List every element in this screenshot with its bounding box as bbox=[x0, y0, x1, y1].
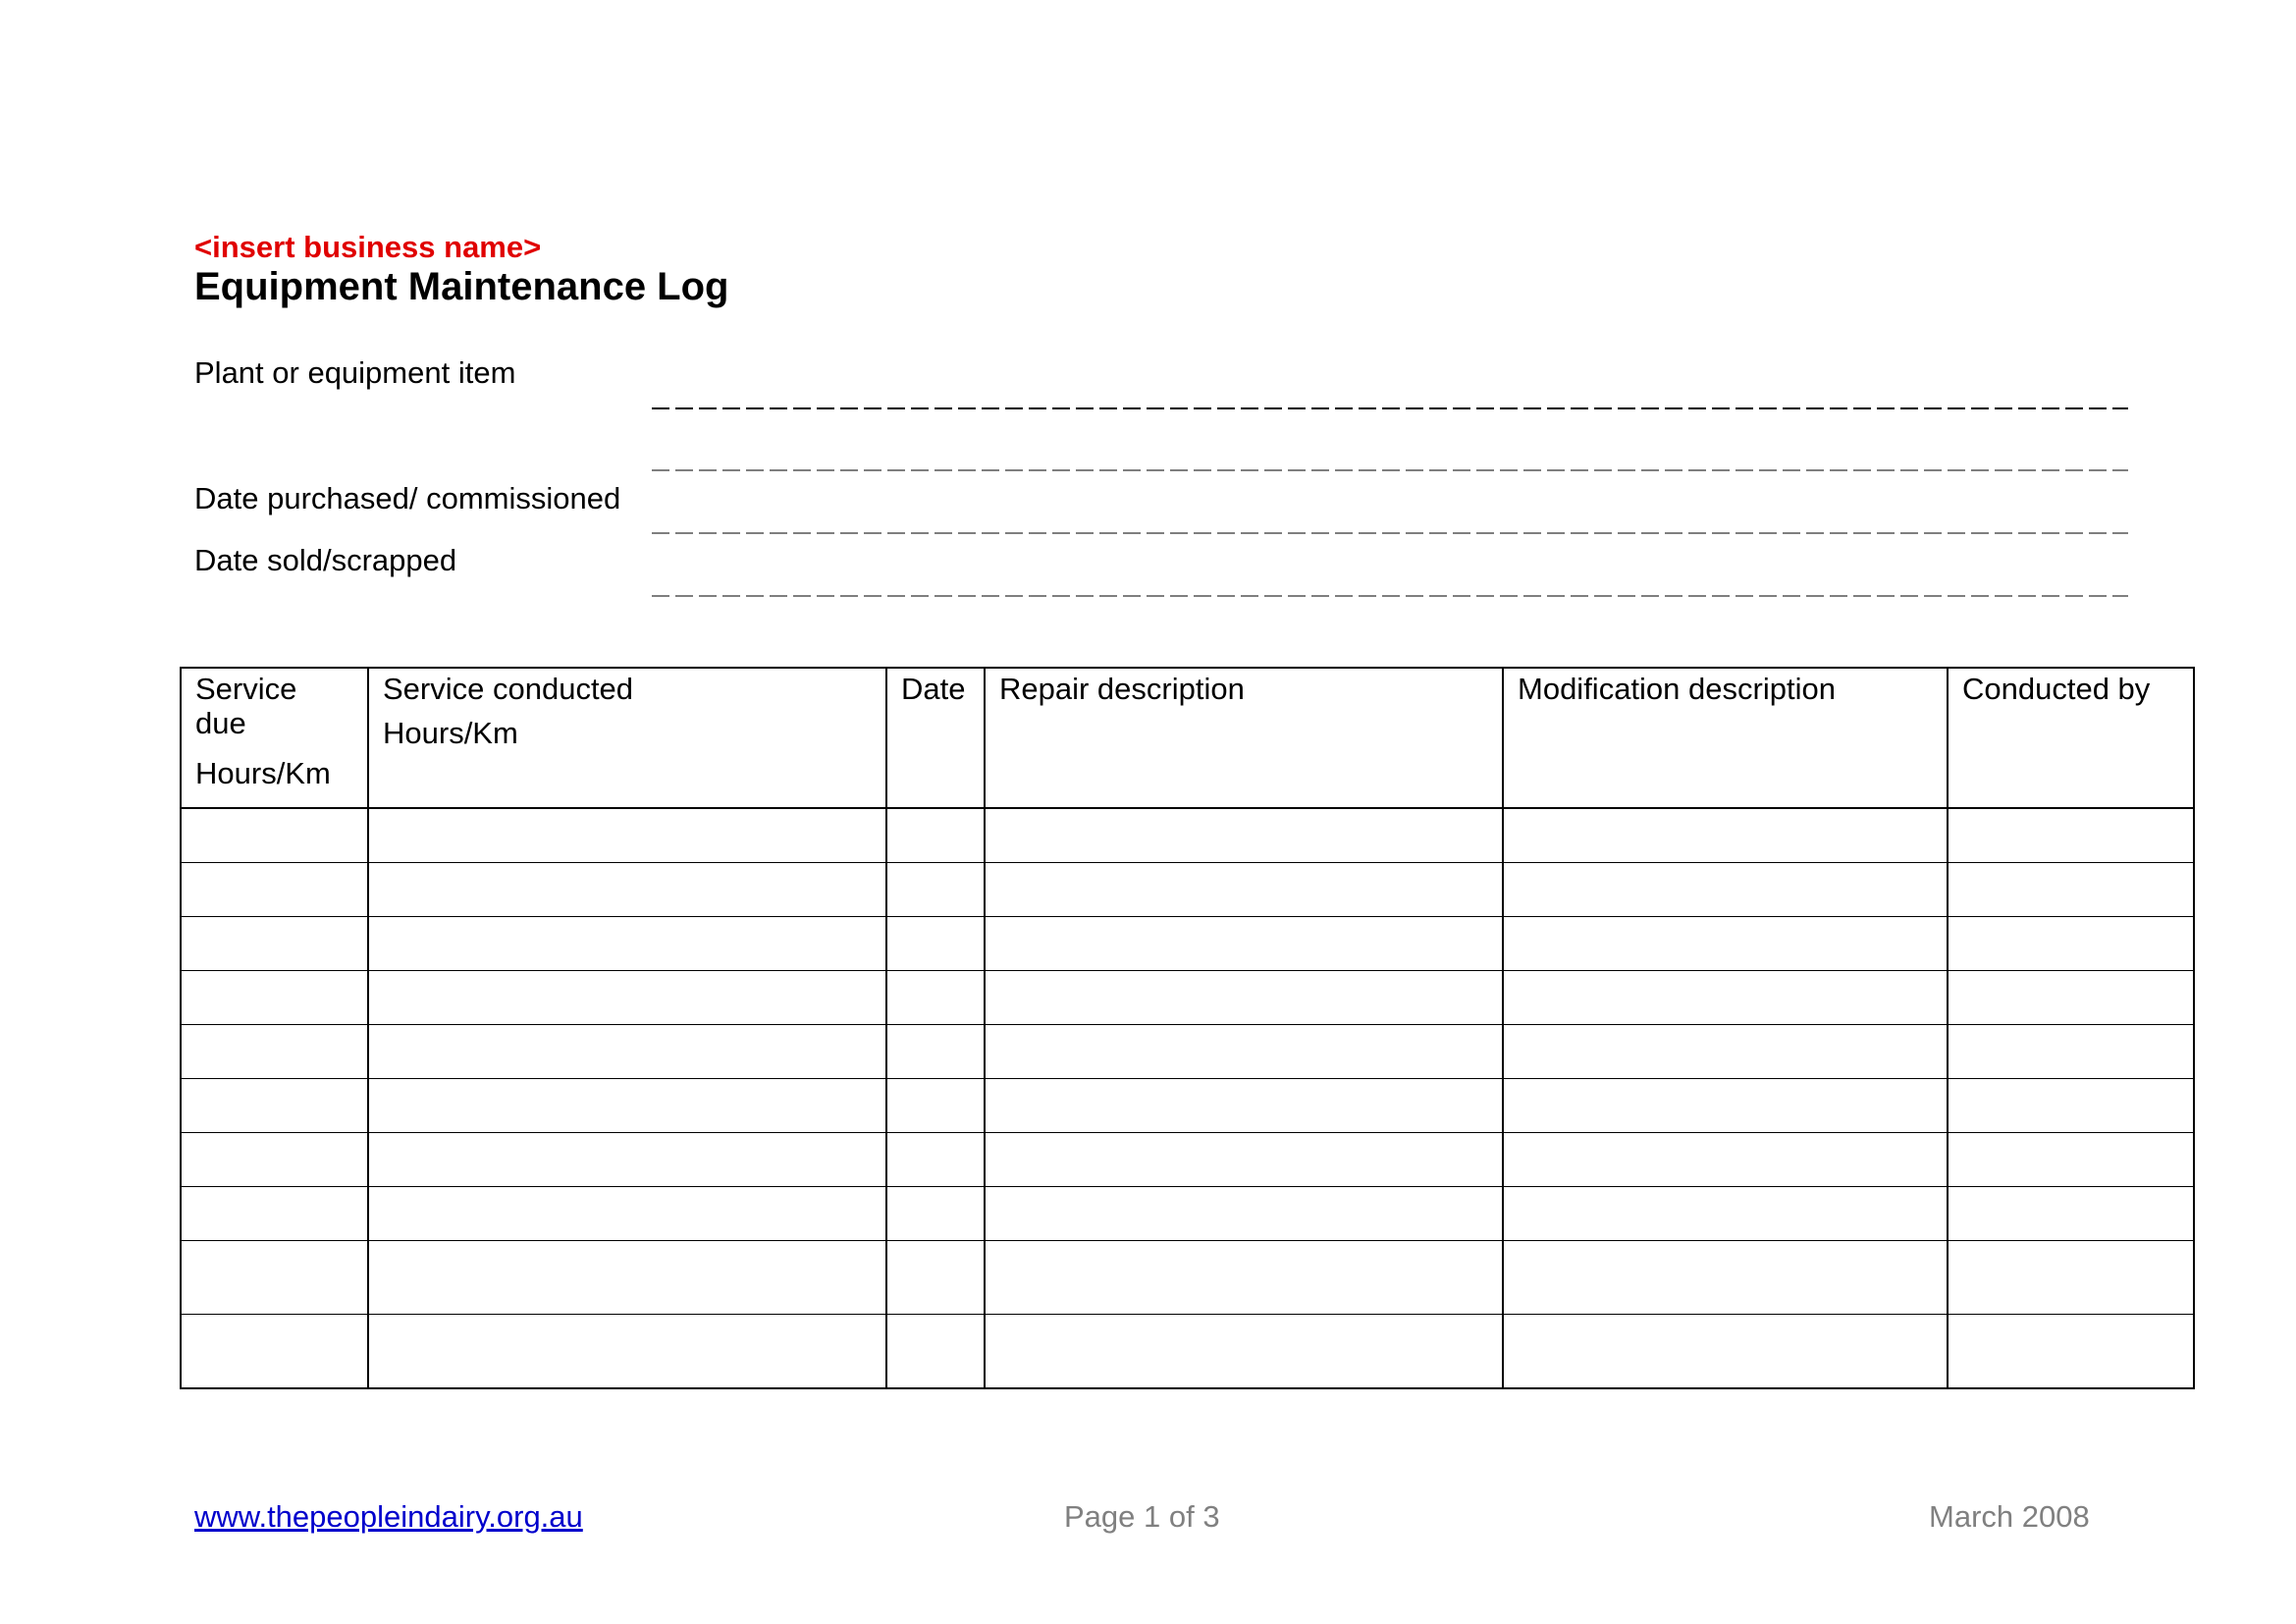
date-purchased-label: Date purchased/ commissioned bbox=[194, 481, 621, 515]
table-row bbox=[181, 1133, 2194, 1187]
cell-service-conducted[interactable] bbox=[368, 971, 886, 1025]
website-link[interactable]: www.thepeopleindairy.org.au bbox=[194, 1499, 583, 1534]
table-row bbox=[181, 1315, 2194, 1389]
cell-modification-description[interactable] bbox=[1503, 971, 1948, 1025]
cell-service-due[interactable] bbox=[181, 971, 368, 1025]
cell-service-conducted[interactable] bbox=[368, 1133, 886, 1187]
table-row bbox=[181, 971, 2194, 1025]
col-modification-description-label: Modification description bbox=[1518, 672, 1836, 706]
cell-conducted-by[interactable] bbox=[1948, 1187, 2194, 1241]
col-repair-description bbox=[985, 668, 1503, 808]
cell-service-due[interactable] bbox=[181, 1315, 368, 1389]
cell-repair-description[interactable] bbox=[985, 1025, 1503, 1079]
table-row bbox=[181, 917, 2194, 971]
cell-service-conducted[interactable] bbox=[368, 1079, 886, 1133]
date-sold-label: Date sold/scrapped bbox=[194, 543, 457, 577]
business-name-placeholder: <insert business name> bbox=[194, 230, 542, 264]
col-date bbox=[886, 668, 985, 808]
cell-service-conducted[interactable] bbox=[368, 1187, 886, 1241]
cell-repair-description[interactable] bbox=[985, 1315, 1503, 1389]
cell-service-conducted[interactable] bbox=[368, 1241, 886, 1315]
cell-date[interactable] bbox=[886, 1025, 985, 1079]
cell-conducted-by[interactable] bbox=[1948, 1133, 2194, 1187]
col-service-due-unit: Hours/Km bbox=[195, 756, 331, 790]
cell-service-due[interactable] bbox=[181, 1133, 368, 1187]
cell-modification-description[interactable] bbox=[1503, 1241, 1948, 1315]
col-date-label: Date bbox=[901, 672, 966, 706]
cell-service-conducted[interactable] bbox=[368, 808, 886, 863]
cell-conducted-by[interactable] bbox=[1948, 917, 2194, 971]
cell-modification-description[interactable] bbox=[1503, 1315, 1948, 1389]
cell-modification-description[interactable] bbox=[1503, 863, 1948, 917]
table-row bbox=[181, 1241, 2194, 1315]
cell-service-conducted[interactable] bbox=[368, 1315, 886, 1389]
cell-service-due[interactable] bbox=[181, 1241, 368, 1315]
table-row bbox=[181, 808, 2194, 863]
col-repair-description-label: Repair description bbox=[999, 672, 1245, 706]
table-row bbox=[181, 863, 2194, 917]
cell-date[interactable] bbox=[886, 863, 985, 917]
cell-modification-description[interactable] bbox=[1503, 1025, 1948, 1079]
cell-date[interactable] bbox=[886, 1315, 985, 1389]
cell-service-due[interactable] bbox=[181, 863, 368, 917]
cell-conducted-by[interactable] bbox=[1948, 1079, 2194, 1133]
cell-repair-description[interactable] bbox=[985, 1241, 1503, 1315]
cell-modification-description[interactable] bbox=[1503, 808, 1948, 863]
cell-conducted-by[interactable] bbox=[1948, 1025, 2194, 1079]
cell-date[interactable] bbox=[886, 917, 985, 971]
cell-conducted-by[interactable] bbox=[1948, 863, 2194, 917]
cell-service-conducted[interactable] bbox=[368, 1025, 886, 1079]
table-body bbox=[181, 808, 2194, 1388]
plant-item-label: Plant or equipment item bbox=[194, 355, 516, 390]
cell-service-conducted[interactable] bbox=[368, 863, 886, 917]
cell-repair-description[interactable] bbox=[985, 971, 1503, 1025]
col-service-conducted bbox=[368, 668, 886, 808]
table-row bbox=[181, 1079, 2194, 1133]
cell-repair-description[interactable] bbox=[985, 1079, 1503, 1133]
cell-date[interactable] bbox=[886, 1187, 985, 1241]
cell-date[interactable] bbox=[886, 1079, 985, 1133]
table-row bbox=[181, 1187, 2194, 1241]
document-date: March 2008 bbox=[1929, 1499, 2090, 1534]
cell-conducted-by[interactable] bbox=[1948, 808, 2194, 863]
cell-service-due[interactable] bbox=[181, 1025, 368, 1079]
col-service-conducted-label: Service conducted bbox=[383, 672, 634, 706]
cell-conducted-by[interactable] bbox=[1948, 1241, 2194, 1315]
col-conducted-by bbox=[1948, 668, 2194, 808]
col-modification-description bbox=[1503, 668, 1948, 808]
cell-service-due[interactable] bbox=[181, 917, 368, 971]
col-service-due bbox=[181, 668, 368, 808]
cell-repair-description[interactable] bbox=[985, 808, 1503, 863]
cell-date[interactable] bbox=[886, 808, 985, 863]
cell-repair-description[interactable] bbox=[985, 863, 1503, 917]
cell-modification-description[interactable] bbox=[1503, 1187, 1948, 1241]
cell-repair-description[interactable] bbox=[985, 1133, 1503, 1187]
table-header-row bbox=[181, 668, 2194, 808]
page-title: Equipment Maintenance Log bbox=[194, 265, 729, 308]
cell-modification-description[interactable] bbox=[1503, 1079, 1948, 1133]
cell-modification-description[interactable] bbox=[1503, 1133, 1948, 1187]
table-row bbox=[181, 1025, 2194, 1079]
cell-date[interactable] bbox=[886, 971, 985, 1025]
maintenance-log-table bbox=[180, 667, 2195, 1389]
cell-conducted-by[interactable] bbox=[1948, 971, 2194, 1025]
cell-service-conducted[interactable] bbox=[368, 917, 886, 971]
cell-conducted-by[interactable] bbox=[1948, 1315, 2194, 1389]
cell-date[interactable] bbox=[886, 1241, 985, 1315]
col-service-due-label: Service due bbox=[195, 672, 297, 740]
cell-service-due[interactable] bbox=[181, 1079, 368, 1133]
page-number: Page 1 of 3 bbox=[1064, 1499, 1220, 1534]
cell-service-due[interactable] bbox=[181, 1187, 368, 1241]
cell-repair-description[interactable] bbox=[985, 1187, 1503, 1241]
col-service-conducted-unit: Hours/Km bbox=[383, 716, 518, 750]
cell-date[interactable] bbox=[886, 1133, 985, 1187]
cell-service-due[interactable] bbox=[181, 808, 368, 863]
cell-repair-description[interactable] bbox=[985, 917, 1503, 971]
col-conducted-by-label: Conducted by bbox=[1962, 672, 2151, 706]
cell-modification-description[interactable] bbox=[1503, 917, 1948, 971]
